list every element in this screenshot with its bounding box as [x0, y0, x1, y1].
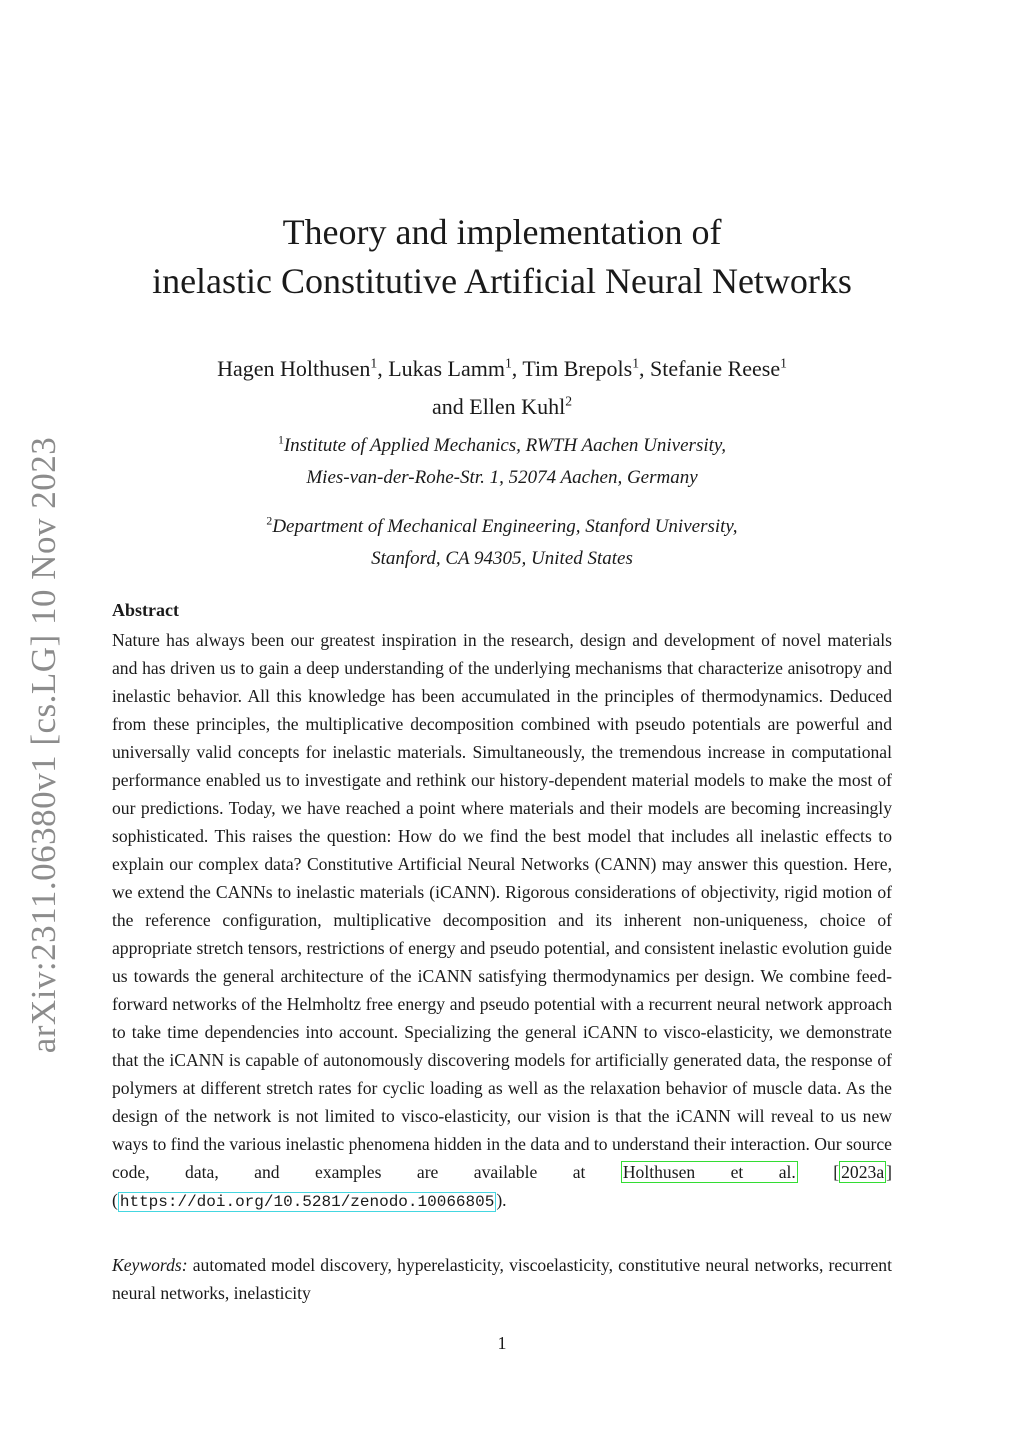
doi-url-link[interactable]: https://doi.org/10.5281/zenodo.10066805 [119, 1193, 495, 1211]
affiliation-mark: 2 [266, 514, 273, 528]
citation-author-link[interactable]: Holthusen et al. [622, 1162, 796, 1182]
abstract-text: Nature has always been our greatest inspiration in the research, design and development of novel materials and has driven us to gain a deep understanding of the underlying mechanisms that characterize anisotropy and inelastic behavior. All this knowledge has been accumulated in the principles of thermodynamics. Deduced from these principles, the multiplicative decomposition combined with pseudo potentials are powerful and universally valid concepts for inelastic materials. Simultaneously, the tremendous increase in computational performance enabled us to investigate and rethink our history-dependent material models to make the most of our predictions. Today, we have reached a point where materials and their models are becoming increasingly sophisticated. This raises the question: How do we find the best model that includes all inelastic effects to explain our complex data? Constitutive Artificial Neural Networks (CANN) may answer this question. Here, we extend the CANNs to inelastic materials (iCANN). Rigorous considerations of objectivity, rigid motion of the reference configuration, multiplicative decomposition and its inherent non-uniqueness, choice of appropriate stretch tensors, restrictions of energy and pseudo potential, and consistent inelastic evolution guide us towards the general architecture of the iCANN satisfying thermodynamics per design. We combine feed-forward networks of the Helmholtz free energy and pseudo potential with a recurrent neural network approach to take time dependencies into account. Specializing the general iCANN to visco-elasticity, we demonstrate that the iCANN is capable of autonomously discovering models for artificially generated data, the response of polymers at different stretch rates for cyclic loading as well as the relaxation behavior of muscle data. As the design of the network is not limited to visco-elasticity, our vision is that the iCANN will reveal to us new ways to find the various inelastic phenomena hidden in the data and to understand their interaction. Our source code, data, and examples are available at [112, 630, 892, 1182]
affiliation-mark: 1 [632, 355, 639, 371]
author-line-2 [0, 388, 1004, 426]
affiliation-line: Stanford, CA 94305, United States [371, 548, 633, 569]
arxiv-side-stamp: arXiv:2311.06380v1 [cs.LG] 10 Nov 2023 [24, 436, 63, 1054]
affiliation-mark: 1 [780, 355, 787, 371]
author-name: Hagen Holthusen [217, 356, 371, 381]
affiliation-2 [0, 511, 1004, 575]
author-name: Lukas Lamm [388, 356, 505, 381]
title-line-2: inelastic Constitutive Artificial Neural Networks [152, 261, 852, 301]
abstract-body: Nature has always been our greatest inspiration in the research, design and development of novel materials and has driven us to gain a deep understanding of the underlying mechanisms that characterize anisotropy and inelastic behavior. All this knowledge has been accumulated in the principles of thermodynamics. Deduced from these principles, the multiplicative decomposition combined with pseudo potentials are powerful and universally valid concepts for inelastic materials. Simultaneously, the tremendous increase in computational performance enabled us to investigate and rethink our history-dependent material models to make the most of our predictions. Today, we have reached a point where materials and their models are becoming increasingly sophisticated. This raises the question: How do we find the best model that includes all inelastic effects to explain our complex data? Constitutive Artificial Neural Networks (CANN) may answer this question. Here, we extend the CANNs to inelastic materials (iCANN). Rigorous considerations of objectivity, rigid motion of the reference configuration, multiplicative decomposition and its inherent non-uniqueness, choice of appropriate stretch tensors, restrictions of energy and pseudo potential, and consistent inelastic evolution guide us towards the general architecture of the iCANN satisfying thermodynamics per design. We combine feed-forward networks of the Helmholtz free energy and pseudo potential with a recurrent neural network approach to take time dependencies into account. Specializing the general iCANN to visco-elasticity, we demonstrate that the iCANN is capable of autonomously discovering models for artificially generated data, the response of polymers at different stretch rates for cyclic loading as well as the relaxation behavior of muscle data. As the design of the network is not limited to visco-elasticity, our vision is that the iCANN will reveal to us new ways to find the various inelastic phenomena hidden in the data and to understand their interaction. Our source code, data, and examples are available at Holthusen et al. [ 2023a ] ( https://doi.org/10.5281/zenodo.10066805 ). [112, 630, 892, 1211]
author-list [0, 350, 1004, 426]
page-number: 1 [497, 1333, 507, 1353]
author-name: Stefanie Reese [650, 356, 781, 381]
affiliation-1 [0, 430, 1004, 494]
title-line-1: Theory and implementation of [282, 212, 722, 252]
keywords-label: Keywords: [112, 1255, 188, 1275]
paper-title [0, 208, 1004, 306]
author-line-1: Hagen Holthusen$^1$, Lukas Lamm$^1$, Tim Brepols$^1$, Stefanie Reese$^1$ [217, 355, 787, 381]
affiliation-line: Institute of Applied Mechanics, RWTH Aachen University, [283, 435, 727, 456]
affiliation-line: Department of Mechanical Engineering, Stanford University, [272, 516, 738, 537]
affiliation-mark: 1 [370, 355, 378, 371]
affiliation-mark: 1 [504, 355, 512, 371]
affiliation-mark: 1 [277, 433, 284, 447]
author-conjunction: and [431, 394, 470, 419]
citation-year-link[interactable]: 2023a [841, 1162, 885, 1182]
author-name: Ellen Kuhl [469, 394, 566, 419]
keywords-text: automated model discovery, hyperelasticity, viscoelasticity, constitutive neural networks, recurrent neural networks, inelasticity [112, 1255, 892, 1303]
abstract-heading: Abstract [112, 600, 179, 620]
affiliation-mark: 2 [565, 393, 572, 409]
keywords [112, 1251, 892, 1307]
affiliation-line: Mies-van-der-Rohe-Str. 1, 52074 Aachen, Germany [306, 467, 698, 488]
author-name: Tim Brepols [522, 356, 633, 381]
